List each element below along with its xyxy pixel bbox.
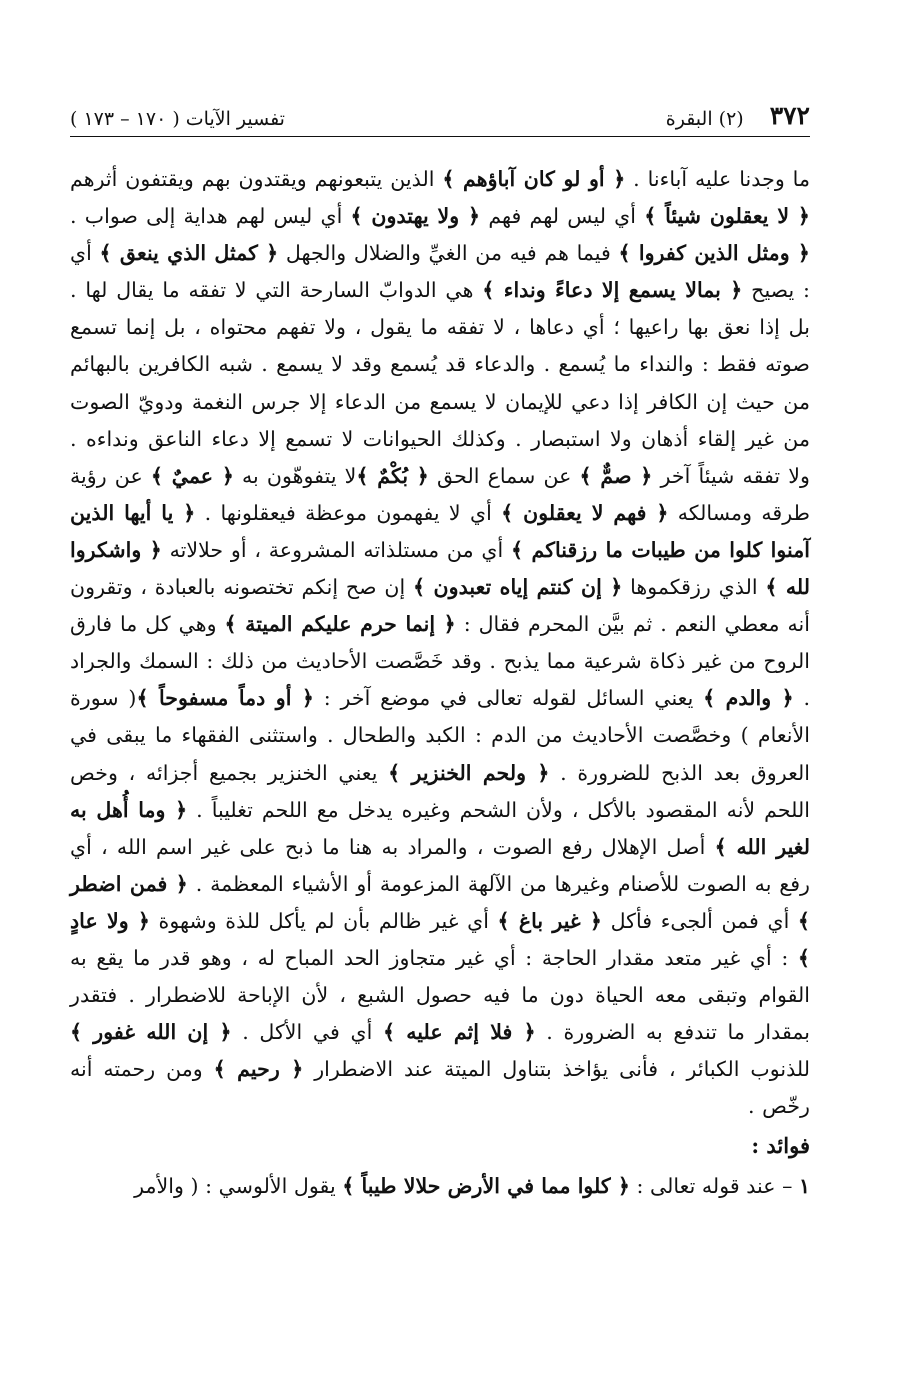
text-run: أي من مستلذاته المشروعة ، أو حلالاته — [161, 537, 512, 562]
quran-quote: ﴿ أو دماً مسفوحاً ﴾ — [136, 686, 314, 711]
commentary-paragraph — [70, 161, 810, 1125]
quran-quote: ﴿ صمٌّ ﴾ — [579, 463, 653, 488]
benefit-item — [70, 1168, 810, 1205]
text-run: أي ليس لهم هداية إلى صواب . — [70, 204, 351, 229]
quran-quote: ﴿ واشكروا لله ﴾ — [70, 537, 811, 600]
quran-quote: ﴿ فلا إثم عليه ﴾ — [382, 1020, 536, 1045]
quran-quote: ﴿ إنما حرم عليكم الميتة ﴾ — [224, 612, 456, 637]
text-run: ( سورة الأنعام ) وخصَّصت الأحاديث من الدم : الكبد والطحال . واستثنى الفقهاء ما يبقى في العروق بعد الذبح للضرورة . — [70, 686, 811, 785]
text-run: لا يتفوهّون به — [233, 463, 357, 488]
quran-quote: ﴿ فمن اضطر ﴾ — [70, 871, 810, 933]
quran-quote: ﴿ كلوا مما في الأرض حلالا طيباً ﴾ — [342, 1174, 630, 1199]
quran-quote: ﴿ إن الله غفور ﴾ — [70, 1020, 232, 1045]
section-title: تفسير الآيات ( ١٧٠ – ١٧٣ ) — [70, 108, 285, 130]
running-header — [70, 86, 810, 137]
text-run: إن صح إنكم تختصونه بالعبادة ، وتقرون أنه معطي النعم . ثم بيَّن المحرم فقال : — [70, 575, 810, 637]
text-run: الذي رزقكموها — [622, 575, 766, 600]
text-run: للذنوب الكبائر ، فأنى يؤاخذ بتناول الميتة عند الاضطرار — [303, 1057, 811, 1082]
text-run: يقول الألوسي : ( والأمر — [134, 1174, 343, 1199]
quran-quote: ﴿ بُكْمٌ ﴾ — [356, 463, 429, 488]
quran-quote: ﴿ والدم ﴾ — [703, 686, 794, 711]
text-run: أي فمن ألجىء فأكل — [601, 908, 798, 933]
text-run: ومن رحمته أنه رخّص . — [70, 1057, 810, 1119]
surah-label: (٢) البقرة — [665, 108, 744, 130]
text-run: الذين يتبعونهم ويقتدون بهم ويقتفون أثرهم — [70, 167, 443, 191]
text-run: أصل الإهلال رفع الصوت ، والمراد به هنا ما ذبح على غير اسم الله ، أي رفع به الصوت للأصنام وغيرها من الآلهة المزعومة أو الأشياء المعظمة . — [70, 834, 811, 896]
quran-quote: ﴿ عميٌ ﴾ — [150, 463, 234, 488]
text-run: ما وجدنا عليه آباءنا . — [625, 167, 810, 191]
text-run: أي : يصيح — [70, 241, 810, 303]
document-page — [70, 86, 810, 1205]
text-run: يعني الخنزير بجميع أجزائه ، وخص اللحم لأنه المقصود بالأكل ، ولأن الشحم وغيره يدخل مع اللحم تغليباً . — [70, 760, 810, 822]
quran-quote: ﴿ ولا يهتدون ﴾ — [350, 204, 481, 229]
text-run: أي لا يفهمون موعظة فيعقلونها . — [195, 500, 502, 525]
text-run: فيما هم فيه من الغيِّ والضلال والجهل — [278, 241, 619, 266]
quran-quote: ﴿ يا أيها الذين آمنوا كلوا من طيبات ما رزقناكم ﴾ — [70, 500, 811, 562]
quran-quote: ﴿ أو لو كان آباؤهم ﴾ — [442, 167, 626, 191]
text-run: عن رؤية طرقه ومسالكه — [70, 463, 810, 525]
text-run: هي الدوابّ السارحة التي لا تفقه ما يقال لها . بل إذا نعق بها راعيها ؛ أي دعاها ، لا تفقه ما يقول ، ولا تفهم محتواه ، بل إنما تسمع صوته فقط : والنداء ما يُسمع . والدعاء قد يُسمع وقد لا يسمع . شبه الكافرين بالبهائم من حيث إن الكافر إذا دعي للإيمان لا يسمع من الدعاء إلا جرس النغمة ودويّ الصوت من غير إلقاء أذهان ولا استبصار . وكذلك الحيوانات لا تسمع إلا دعاء الناعق ونداءه . ولا تفقه شيئاً آخر — [70, 278, 810, 488]
page-number: ٣٧٢ — [769, 101, 810, 130]
quran-quote: ﴿ ومثل الذين كفروا ﴾ — [618, 241, 810, 266]
text-run: وهي كل ما فارق الروح من غير ذكاة شرعية مما يذبح . وقد خَصَّصت الأحاديث من ذلك : السمك والجراد . — [70, 612, 810, 711]
text-run: أي غير ظالم بأن لم يأكل للذة وشهوة — [149, 908, 498, 933]
text-run: يعني السائل لقوله تعالى في موضع آخر : — [313, 686, 704, 711]
quran-quote: ﴿ إن كنتم إياه تعبدون ﴾ — [413, 575, 623, 600]
quran-quote: ﴿ بمالا يسمع إلا دعاءً ونداء ﴾ — [482, 278, 743, 303]
item-number: ١ — [798, 1174, 810, 1199]
quran-quote: ﴿ كمثل الذي ينعق ﴾ — [99, 241, 279, 266]
text-run: عن سماع الحق — [428, 463, 580, 488]
text-run: : أي غير متعد مقدار الحاجة : أي غير متجاوز الحد المباح له ، وهو قدر ما يقع به القوام وتبقى معه الحياة دون ما فيه حصول الشبع ، لأن الإباحة للاضطرار . فتقدر بمقدار ما تندفع به الضرورة . — [70, 945, 811, 1045]
quran-quote: ﴿ ولحم الخنزير ﴾ — [388, 760, 550, 785]
text-run: أي ليس لهم فهم — [480, 204, 645, 229]
quran-quote: ﴿ وما أُهل به لغير الله ﴾ — [70, 797, 810, 859]
quran-quote: ﴿ لا يعقلون شيئاً ﴾ — [644, 204, 810, 229]
quran-quote: ﴿ غير باغ ﴾ — [497, 908, 602, 933]
text-run: أي في الأكل . — [231, 1020, 383, 1045]
benefits-heading: فوائد : — [751, 1133, 810, 1159]
quran-quote: ﴿ ولا عادٍ ﴾ — [70, 908, 810, 970]
text-run: – عند قوله تعالى : — [629, 1174, 799, 1199]
quran-quote: ﴿ فهم لا يعقلون ﴾ — [501, 500, 669, 525]
quran-quote: ﴿ رحيم ﴾ — [213, 1057, 304, 1082]
